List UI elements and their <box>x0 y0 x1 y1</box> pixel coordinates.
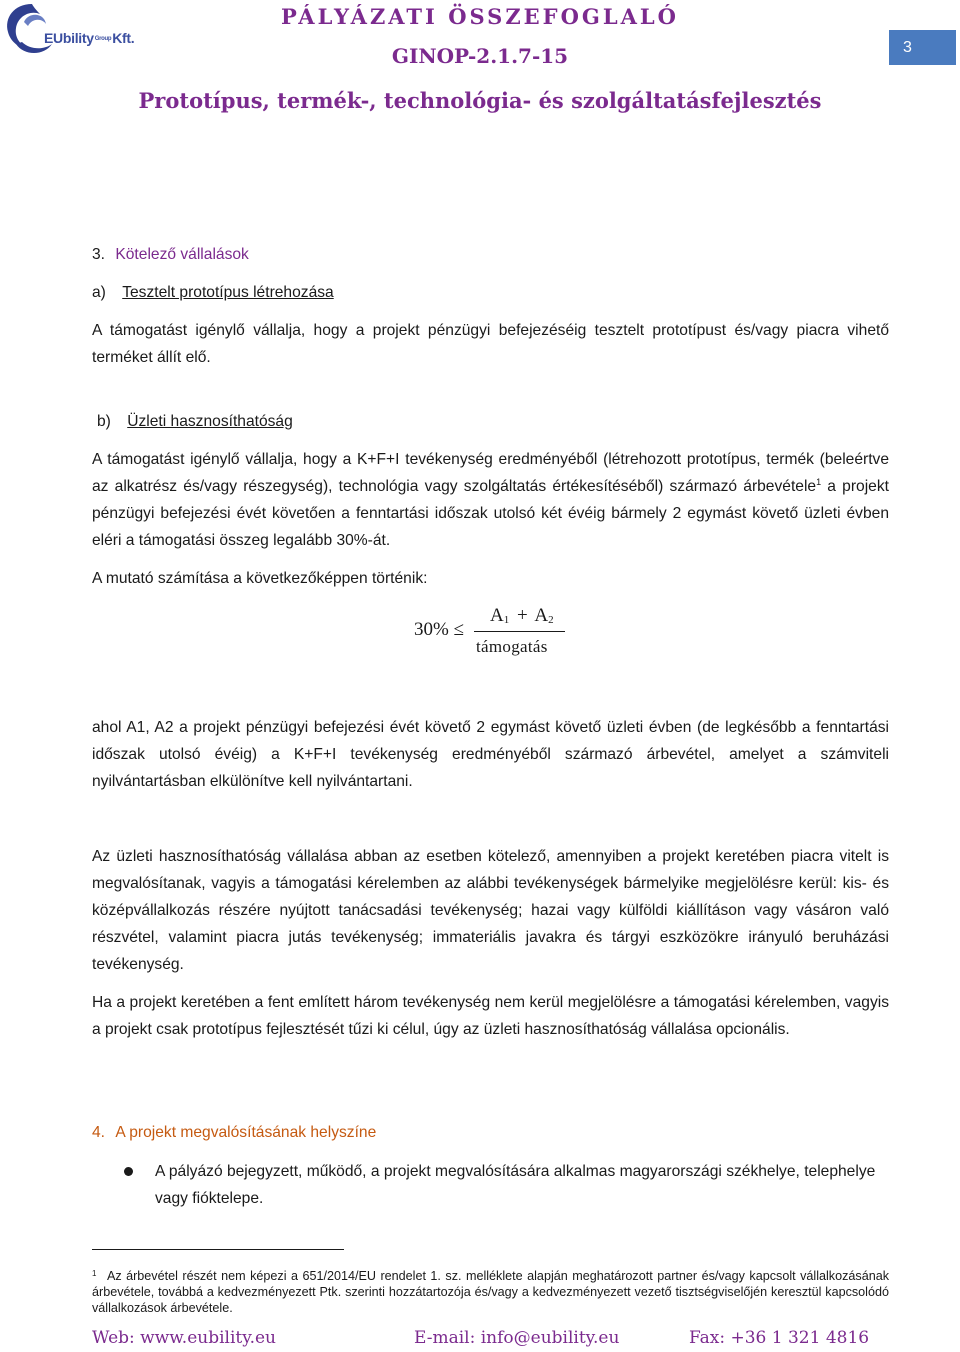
document-title: PÁLYÁZATI ÖSSZEFOGLALÓ <box>281 4 679 29</box>
subsection-b-label: b) <box>97 413 111 430</box>
optional-paragraph: Ha a projekt keretében a fent említett három tevékenység nem kerül megjelölésre a támogatási kérelemben, vagyis a projekt csak prototípus fejlesztését tűzi ki célul, úgy az üzleti hasznosíthatóság vállalása opcionális. <box>92 994 889 1038</box>
subsection-b-text: A támogatást igénylő vállalja, hogy a K+F+I tevékenység eredményéből (létrehozott prototípus, termék (beleértve az alkatrész és/vagy részegység), technológia vagy szolgáltatás értékesítéséből) származó árbevétele$^1$ a projekt pénzügyi befejezési évét követően a fenntartási időszak utolsó két évéig bármely 2 egymást követő üzleti évben eléri a támogatási összeg legalább 30%-át. <box>92 451 889 549</box>
formula-lhs: 30% ≤ <box>414 619 465 640</box>
formula-explanation: ahol A1, A2 a projekt pénzügyi befejezési évét követő 2 egymást követő üzleti évben (de legkésőbb a fenntartási időszak utolsó évéig) a K+F+I tevékenység eredményéből származó árbevétel, amelyet a számviteli nyilvántartásban elkülönítve kell nyilvántartani. <box>92 719 889 790</box>
footnote <box>92 1268 889 1316</box>
ratio-formula <box>410 603 580 665</box>
footnote-reference: 1 <box>816 477 822 487</box>
page-number-badge: 3 <box>889 30 956 65</box>
section3-heading <box>92 241 249 268</box>
program-code: GINOP-2.1.7-15 <box>391 44 569 68</box>
subsection-b-title: Üzleti hasznosíthatóság <box>127 413 293 430</box>
location-list-item: A pályázó bejegyzett, működő, a projekt megvalósítására alkalmas magyarországi székhelye, telephelye vagy fióktelepe. <box>155 1163 876 1207</box>
logo-wordmark: EUbility$^{Group}$Kft. <box>44 30 135 46</box>
footnote-text: Az árbevétel részét nem képezi a 651/2014/EU rendelet 1. sz. melléklete alapján meghatározott partner és/vagy kapcsolt vállalkozásának árbevétele, továbbá a kedvezményezett Ptk. szerinti hozzátartozója és/vagy a kedvezményezett vezető tisztségviselőjén keresztül kapcsolódó vállalkozások árbevétele. <box>92 1269 890 1315</box>
section4-number: 4. <box>92 1124 106 1141</box>
obligation-paragraph: Az üzleti hasznosíthatóság vállalása abban az esetben kötelező, amennyiben a projekt keretében piacra vitelt is megvalósítanak, vagyis a támogatási kérelemben az alábbi tevékenységek bármelyike megjelölésre kerül: kis- és középvállalkozás részére nyújtott tanácsadási tevékenység; hazai vagy külföldi kiállításon vagy vásáron való részvétel, valamint piacra jutás tevékenység; immateriális javakra és tárgyi eszközökre irányuló beruházási tevékenység. <box>92 848 889 973</box>
subsection-a-heading <box>92 279 334 306</box>
section4-title: A projekt megvalósításának helyszíne <box>115 1124 377 1141</box>
calc-intro: A mutató számítása a következőképpen történik: <box>92 570 428 587</box>
footnote-separator <box>92 1249 344 1250</box>
footnote-number: 1 <box>92 1269 97 1278</box>
bullet-icon <box>124 1167 133 1176</box>
footer-email-link[interactable]: E-mail: info@eubility.eu <box>414 1328 620 1348</box>
document-subtitle: Prototípus, termék-, technológia- és szolgáltatásfejlesztés <box>138 88 822 113</box>
section3-title: Kötelező vállalások <box>115 246 249 263</box>
subsection-a-text: A támogatást igénylő vállalja, hogy a projekt pénzügyi befejezéséig tesztelt prototípust és/vagy piacra vihető terméket állít elő. <box>92 322 889 366</box>
formula-numerator: $A_1 + A_2$ <box>490 605 554 626</box>
footer-web-link[interactable]: Web: www.eubility.eu <box>92 1328 276 1348</box>
subsection-a-title: Tesztelt prototípus létrehozása <box>122 284 334 301</box>
footer-fax: Fax: +36 1 321 4816 <box>689 1328 870 1348</box>
section4-heading <box>92 1119 376 1146</box>
section3-number: 3. <box>92 246 106 263</box>
subsection-a-label: a) <box>92 284 106 301</box>
fraction-bar <box>474 631 565 632</box>
formula-denominator: támogatás <box>476 637 548 656</box>
subsection-b-heading <box>97 408 293 435</box>
